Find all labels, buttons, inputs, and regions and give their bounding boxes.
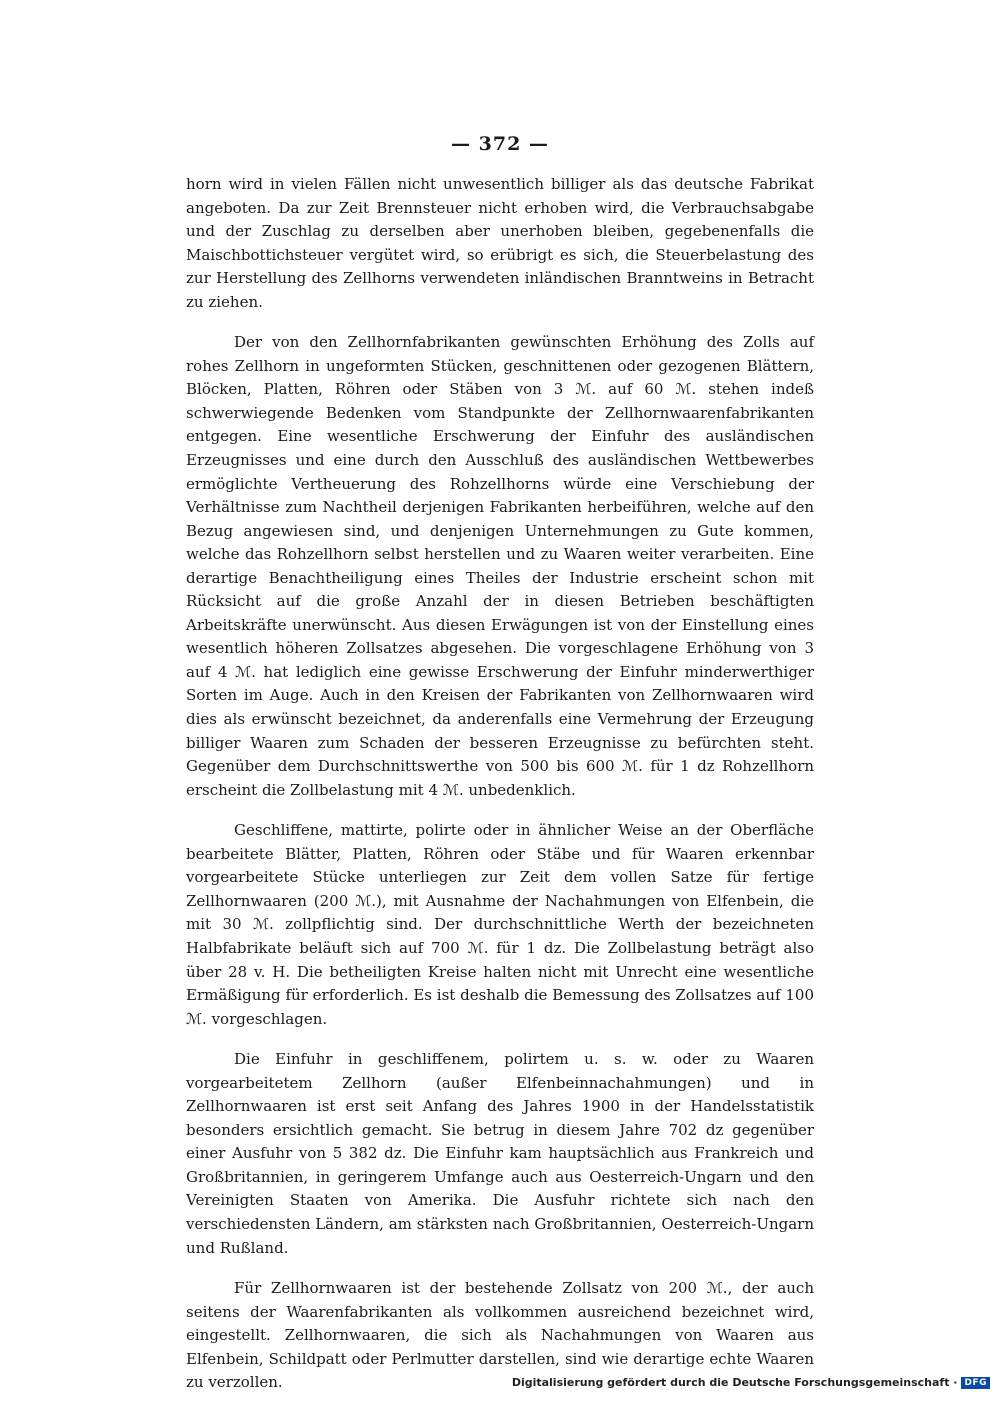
body-text [186, 173, 814, 1412]
dfg-logo: DFG [961, 1377, 990, 1389]
digitization-credit-text: Digitalisierung gefördert durch die Deutsche Forschungsgemeinschaft · [511, 1376, 958, 1389]
paragraph-1: horn wird in vielen Fällen nicht unwesentlich billiger als das deutsche Fabrikat angeboten. Da zur Zeit Brennsteuer nicht erhoben wird, die Verbrauchsabgabe und der Zuschlag zu derselben aber unerhoben bleiben, gegebenenfalls die Maischbottichsteuer vergütet wird, so erübrigt es sich, die Steuerbelastung des zur Herstellung des Zellhorns verwendeten inländischen Branntweins in Betracht zu ziehen. [186, 175, 814, 311]
paragraph-4: Die Einfuhr in geschliffenem, polirtem u. s. w. oder zu Waaren vorgearbeitetem Zellhorn (außer Elfenbeinnachahmungen) und in Zellhornwaaren ist erst seit Anfang des Jahres 1900 in der Handelsstatistik besonders ersichtlich gemacht. Sie betrug in diesem Jahre 702 dz gegenüber einer Ausfuhr von 5 382 dz. Die Einfuhr kam hauptsächlich aus Frankreich und Großbritannien, in geringerem Umfange auch aus Oesterreich-Ungarn und den Vereinigten Staaten von Amerika. Die Ausfuhr richtete sich nach den verschiedensten Ländern, am stärksten nach Großbritannien, Oesterreich-Ungarn und Rußland. [186, 1050, 814, 1257]
paragraph-5: Für Zellhornwaaren ist der bestehende Zollsatz von 200 ℳ., der auch seitens der Waarenfabrikanten als vollkommen ausreichend bezeichnet wird, eingestellt. Zellhornwaaren, die sich als Nachahmungen von Waaren aus Elfenbein, Schildpatt oder Perlmutter darstellen, sind wie derartige echte Waaren zu verzollen. [186, 1279, 814, 1392]
page-number: — 372 — [451, 133, 549, 155]
digitization-credit [512, 1376, 990, 1389]
paragraph-3: Geschliffene, mattirte, polirte oder in ähnlicher Weise an der Oberfläche bearbeitete Blätter, Platten, Röhren oder Stäbe und für Waaren erkennbar vorgearbeitete Stücke unterliegen zur Zeit dem vollen Satze für fertige Zellhornwaaren (200 ℳ.), mit Ausnahme der Nachahmungen von Elfenbein, die mit 30 ℳ. zollpflichtig sind. Der durchschnittliche Werth der bezeichneten Halbfabrikate beläuft sich auf 700 ℳ. für 1 dz. Die Zollbelastung beträgt also über 28 v. H. Die betheiligten Kreise halten nicht mit Unrecht eine wesentliche Ermäßigung für erforderlich. Es ist deshalb die Bemessung des Zollsatzes auf 100 ℳ. vorgeschlagen. [186, 821, 814, 1028]
paragraph-2: Der von den Zellhornfabrikanten gewünschten Erhöhung des Zolls auf rohes Zellhorn in ungeformten Stücken, geschnittenen oder gezogenen Blättern, Blöcken, Platten, Röhren oder Stäben von 3 ℳ. auf 60 ℳ. stehen indeß schwerwiegende Bedenken vom Standpunkte der Zellhornwaarenfabrikanten entgegen. Eine wesentliche Erschwerung der Einfuhr des ausländischen Erzeugnisses und eine durch den Ausschluß des ausländischen Wettbewerbes ermöglichte Vertheuerung des Rohzellhorns würde eine Verschiebung der Verhältnisse zum Nachtheil derjenigen Fabrikanten herbeiführen, welche auf den Bezug angewiesen sind, und denjenigen Unternehmungen zu Gute kommen, welche das Rohzellhorn selbst herstellen und zu Waaren weiter verarbeiten. Eine derartige Benachtheiligung eines Theiles der Industrie erscheint schon mit Rücksicht auf die große Anzahl der in diesen Betrieben beschäftigten Arbeitskräfte unerwünscht. Aus diesen Erwägungen ist von der Einstellung eines wesentlich höheren Zollsatzes abgesehen. Die vorgeschlagene Erhöhung von 3 auf 4 ℳ. hat lediglich eine gewisse Erschwerung der Einfuhr minderwerthiger Sorten im Auge. Auch in den Kreisen der Fabrikanten von Zellhornwaaren wird dies als erwünscht bezeichnet, da anderenfalls eine Vermehrung der Erzeugung billiger Waaren zum Schaden der besseren Erzeugnisse zu befürchten steht. Gegenüber dem Durchschnittswerthe von 500 bis 600 ℳ. für 1 dz Rohzellhorn erscheint die Zollbelastung mit 4 ℳ. unbedenklich. [186, 333, 814, 799]
